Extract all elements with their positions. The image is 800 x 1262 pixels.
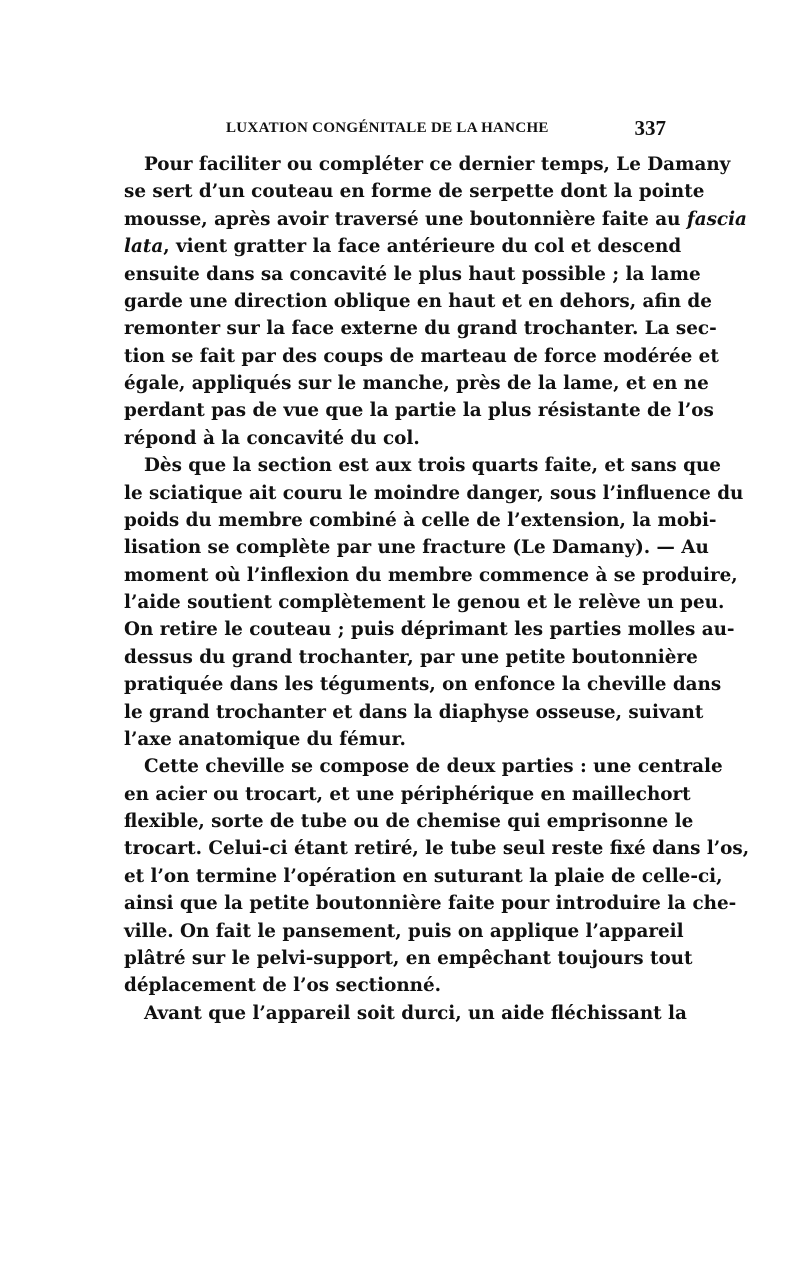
running-head [226, 118, 666, 142]
text-line: pratiquée dans les téguments, on enfonce la cheville dans [124, 674, 722, 696]
text-line: et l’on termine l’opération en suturant la plaie de celle-ci, [124, 865, 723, 887]
text-line: Dès que la section est aux trois quarts faite, et sans que [144, 455, 721, 477]
paragraph-2 [124, 452, 744, 753]
text-line: poids du membre combiné à celle de l’extension, la mobi- [124, 509, 717, 531]
text-line: l’axe anatomique du fémur. [124, 728, 406, 750]
paragraph-3 [124, 753, 750, 999]
text-line: moment où l’inflexion du membre commence à se produire, [124, 564, 738, 586]
text-line: Cette cheville se compose de deux parties : une centrale [144, 756, 723, 778]
page-number: 337 [634, 116, 666, 140]
italic-term: fascia [686, 208, 747, 230]
text-line: perdant pas de vue que la partie la plus résistante de l’os [124, 400, 714, 422]
text-line: trocart. Celui-ci étant retiré, le tube seul reste fixé dans l’os, [124, 838, 750, 860]
text-line: dessus du grand trochanter, par une petite boutonnière [124, 646, 698, 668]
text-line: ensuite dans sa concavité le plus haut possible ; la lame [124, 263, 701, 285]
text-line: se sert d’un couteau en forme de serpette dont la pointe [124, 181, 705, 203]
text-line: lisation se complète par une fracture (Le Damany). — Au [124, 537, 709, 559]
text-line: Avant que l’appareil soit durci, un aide fléchissant la [144, 1002, 687, 1024]
text-line: flexible, sorte de tube ou de chemise qui emprisonne le [124, 811, 694, 832]
text-line: tion se fait par des coups de marteau de force modérée et [124, 345, 719, 367]
italic-term: lata [124, 236, 164, 258]
text-line: lata, vient gratter la face antérieure du col et descend [124, 236, 682, 258]
text-line: mousse, après avoir traversé une boutonnière faite au fascia [124, 208, 747, 230]
text-line: On retire le couteau ; puis déprimant les parties molles au- [124, 619, 735, 641]
text-line: déplacement de l’os sectionné. [124, 975, 442, 997]
text-line: le sciatique ait couru le moindre danger, sous l’influence du [124, 482, 744, 504]
paragraph-1 [124, 151, 747, 452]
running-title: LUXATION CONGÉNITALE DE LA HANCHE [226, 120, 549, 136]
text-line: ville. On fait le pansement, puis on applique l’appareil [124, 920, 684, 942]
text-line: le grand trochanter et dans la diaphyse osseuse, suivant [124, 701, 704, 723]
text-line: remonter sur la face externe du grand trochanter. La sec- [124, 318, 717, 340]
text-line: répond à la concavité du col. [124, 427, 420, 449]
paragraph-4 [124, 1000, 687, 1027]
text-line: plâtré sur le pelvi-support, en empêchant toujours tout [124, 947, 693, 969]
text-line: en acier ou trocart, et une périphérique en maillechort [124, 783, 691, 805]
text-line: garde une direction oblique en haut et en dehors, afin de [124, 290, 712, 312]
body-text [124, 151, 750, 1027]
text-line: l’aide soutient complètement le genou et le relève un peu. [124, 592, 725, 613]
text-line: égale, appliqués sur le manche, près de la lame, et en ne [124, 373, 709, 394]
text-line: Pour faciliter ou compléter ce dernier temps, Le Damany [144, 154, 731, 175]
text-line: ainsi que la petite boutonnière faite pour introduire la che- [124, 893, 737, 915]
